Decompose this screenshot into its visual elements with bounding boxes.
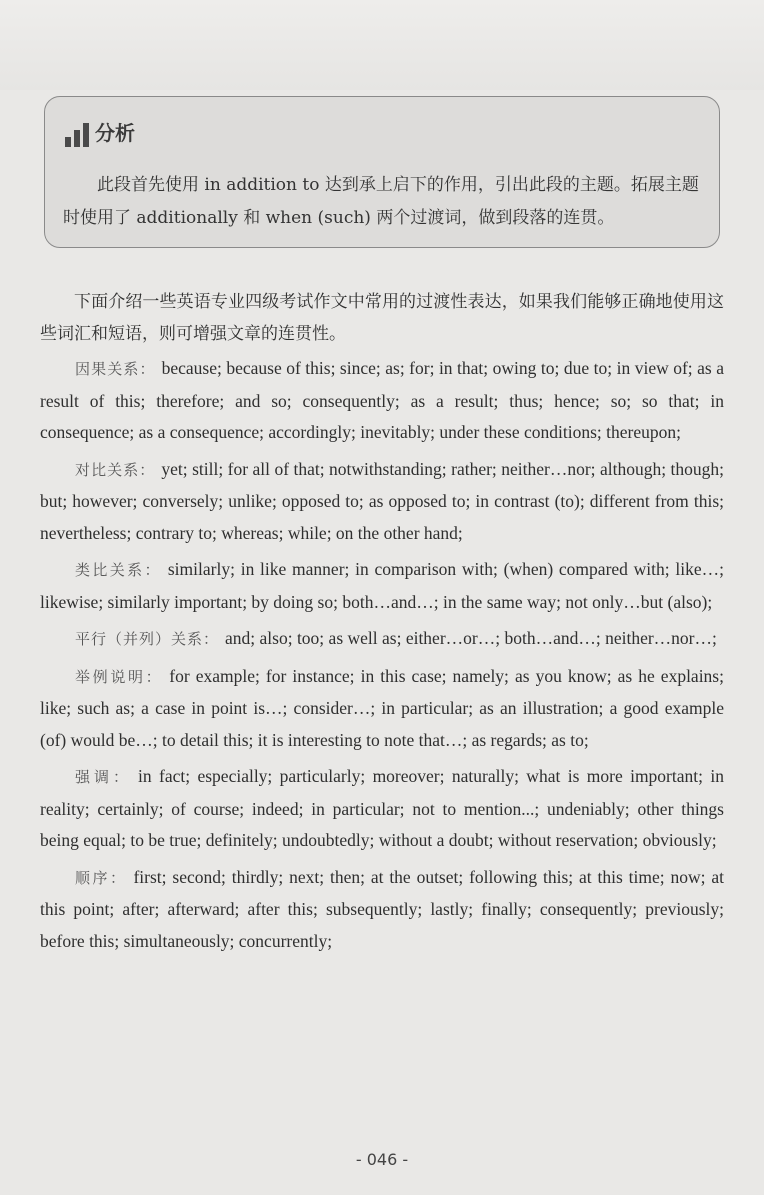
analysis-title: 分析 <box>95 121 135 145</box>
section-analogy <box>40 554 724 618</box>
bar-chart-icon <box>65 119 89 147</box>
section-text: yet; still; for all of that; notwithstanding; rather; neither…nor; although; though; but; however; conversely; unlike; opposed to; as opposed to; in contrast (to); different from this; nevertheless; contrary to; whereas; while; on the other hand; <box>40 458 724 543</box>
section-label: 顺序： <box>75 868 128 887</box>
section-text: first; second; thirdly; next; then; at the outset; following this; at this time; now; at this point; after; afterward; after this; subsequently; lastly; finally; consequently; previously; before this; simultaneously; concurrently; <box>40 866 724 951</box>
analysis-paragraph: 此段首先使用 in addition to 达到承上启下的作用，引出此段的主题。拓展主题时使用了 additionally 和 when (such) 两个过渡词，做到段落的连贯。 <box>63 175 699 228</box>
page-number: - 046 - <box>355 1150 409 1169</box>
section-cause-effect <box>40 353 724 449</box>
section-text: for example; for instance; in this case; namely; as you know; as he explains; like; such as; a case in point is…; consider…; in particular; as an illustration; a good example (of) would be…; to detail this; it is interesting to note that…; as regards; as to; <box>40 665 724 750</box>
intro-paragraph: 下面介绍一些英语专业四级考试作文中常用的过渡性表达，如果我们能够正确地使用这些词汇和短语，则可增强文章的连贯性。 <box>40 292 724 343</box>
section-emphasis <box>40 761 724 857</box>
section-text: in fact; especially; particularly; moreover; naturally; what is more important; in reality; certainly; of course; indeed; in particular; not to mention...; undeniably; other things being equal; to be true; definitely; undoubtedly; without a doubt; without reservation; obviously; <box>40 766 724 850</box>
previous-page-bleed <box>0 0 764 90</box>
section-text: and; also; too; as well as; either…or…; both…and…; neither…nor…; <box>225 628 717 648</box>
analysis-box <box>44 96 720 248</box>
section-label: 举例说明： <box>75 667 164 686</box>
section-examples <box>40 661 724 757</box>
analysis-text <box>63 169 705 235</box>
section-label: 因果关系： <box>75 360 156 378</box>
section-sequence <box>40 862 724 958</box>
section-text: because; because of this; since; as; for; in that; owing to; due to; in view of; as a result of this; therefore; and so; consequently; as a result; thus; hence; so; so that; in consequence; as a consequence; accordingly; inevitably; under these conditions; thereupon; <box>40 358 724 442</box>
section-label: 强调： <box>75 768 133 786</box>
main-content <box>40 286 724 962</box>
section-contrast <box>40 454 724 550</box>
section-parallel <box>40 623 724 656</box>
section-label: 类比关系： <box>75 561 162 579</box>
analysis-header <box>65 119 135 147</box>
section-label: 平行（并列）关系： <box>75 630 220 648</box>
section-text: similarly; in like manner; in comparison with; (when) compared with; like…; likewise; similarly important; by doing so; both…and…; in the same way; not only…but (also); <box>40 559 724 612</box>
section-label: 对比关系： <box>75 460 156 479</box>
